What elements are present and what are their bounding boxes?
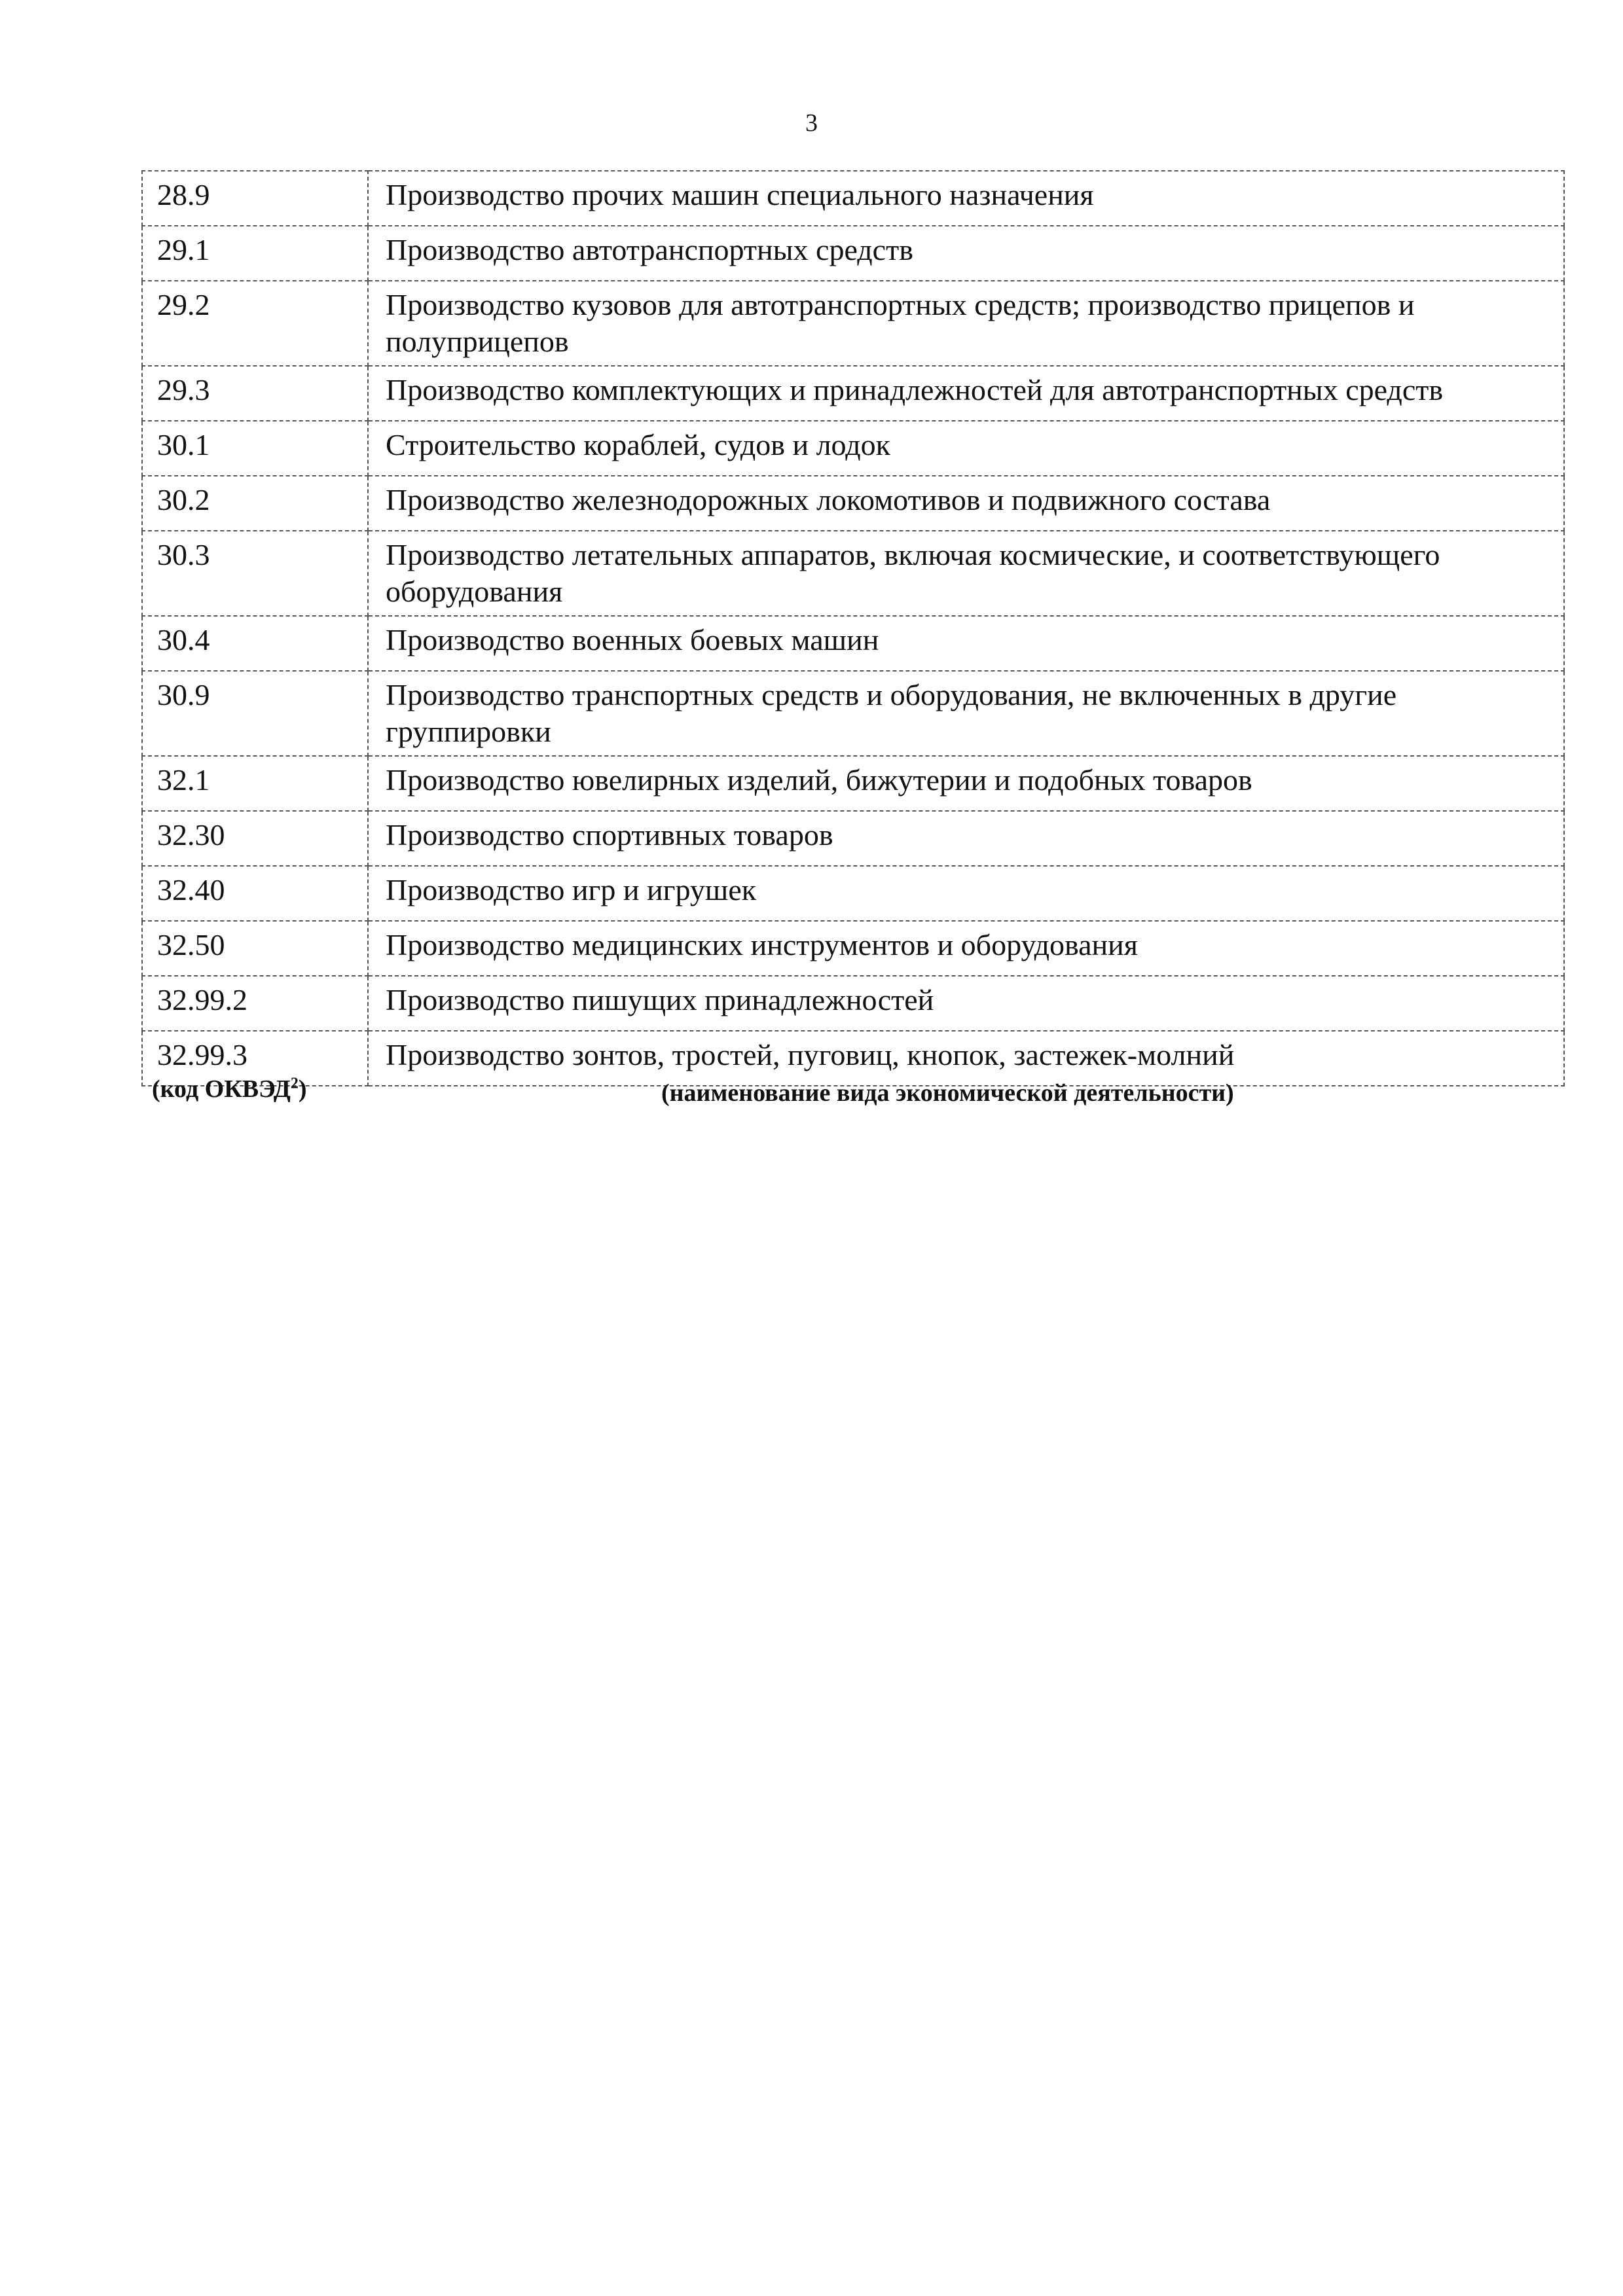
activity-name-cell: Производство транспортных средств и оборудования, не включенных в другие группировки (368, 671, 1564, 756)
okved-code-cell: 32.99.3 (142, 1031, 368, 1086)
activity-name-cell: Производство кузовов для автотранспортных средств; производство прицепов и полуприцепов (368, 281, 1564, 366)
okved-code-cell: 30.3 (142, 531, 368, 616)
activity-name-cell: Строительство кораблей, судов и лодок (368, 421, 1564, 476)
table-captions (0, 1075, 1623, 1114)
code-caption-close: ) (298, 1075, 307, 1103)
table-row (142, 366, 1564, 421)
okved-code-cell: 30.1 (142, 421, 368, 476)
table-row (142, 976, 1564, 1031)
table-row (142, 226, 1564, 281)
page-number: 3 (805, 109, 818, 137)
okved-code-cell: 32.1 (142, 756, 368, 811)
footnote-marker: 2 (290, 1075, 299, 1092)
okved-code-cell: 29.1 (142, 226, 368, 281)
okved-code-cell: 29.3 (142, 366, 368, 421)
okved-code-cell: 29.2 (142, 281, 368, 366)
activity-name-cell: Производство военных боевых машин (368, 616, 1564, 671)
okved-table (141, 170, 1565, 1086)
activity-name-cell: Производство игр и игрушек (368, 866, 1564, 921)
table-row (142, 531, 1564, 616)
table-row (142, 281, 1564, 366)
activity-name-cell: Производство автотранспортных средств (368, 226, 1564, 281)
okved-code-cell: 28.9 (142, 171, 368, 226)
activity-name-cell: Производство комплектующих и принадлежностей для автотранспортных средств (368, 366, 1564, 421)
activity-name-cell: Производство пишущих принадлежностей (368, 976, 1564, 1031)
okved-code-cell: 32.50 (142, 921, 368, 976)
okved-code-cell: 30.9 (142, 671, 368, 756)
okved-code-cell: 32.40 (142, 866, 368, 921)
table-row (142, 671, 1564, 756)
activity-name-cell: Производство летательных аппаратов, включая космические, и соответствующего оборудования (368, 531, 1564, 616)
okved-code-cell: 30.4 (142, 616, 368, 671)
activity-name-cell: Производство спортивных товаров (368, 811, 1564, 866)
activity-name-cell: Производство зонтов, тростей, пуговиц, кнопок, застежек-молний (368, 1031, 1564, 1086)
code-caption-text: (код ОКВЭД (152, 1075, 291, 1103)
table-row (142, 866, 1564, 921)
table-row (142, 616, 1564, 671)
code-column-caption (152, 1075, 307, 1103)
table-row (142, 921, 1564, 976)
activity-name-cell: Производство прочих машин специального назначения (368, 171, 1564, 226)
name-column-caption: (наименование вида экономической деятельности) (661, 1079, 1234, 1107)
activity-name-cell: Производство медицинских инструментов и оборудования (368, 921, 1564, 976)
table-row (142, 421, 1564, 476)
table-row (142, 171, 1564, 226)
table-row (142, 476, 1564, 531)
okved-code-cell: 32.30 (142, 811, 368, 866)
table-row (142, 756, 1564, 811)
okved-code-cell: 32.99.2 (142, 976, 368, 1031)
activity-name-cell: Производство ювелирных изделий, бижутерии и подобных товаров (368, 756, 1564, 811)
table-row (142, 811, 1564, 866)
okved-code-cell: 30.2 (142, 476, 368, 531)
activity-name-cell: Производство железнодорожных локомотивов и подвижного состава (368, 476, 1564, 531)
